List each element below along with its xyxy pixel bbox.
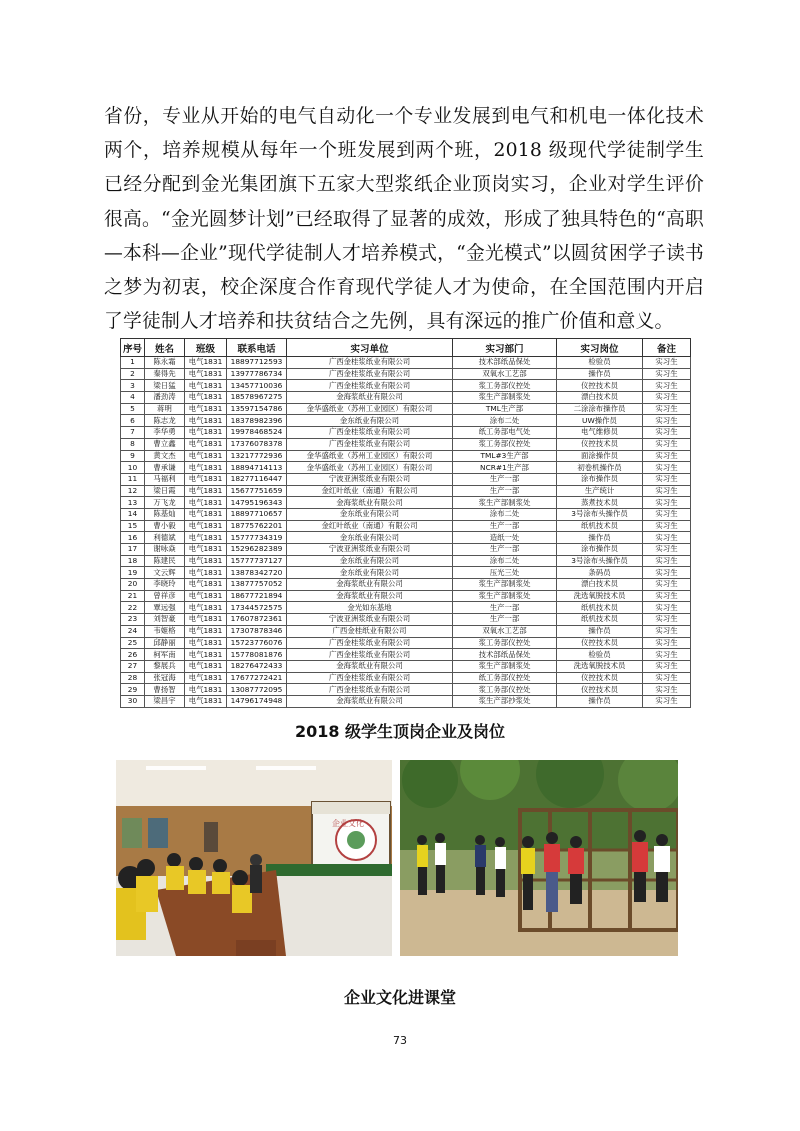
table-cell: 曹立鑫	[145, 438, 185, 450]
table-cell: 造纸一处	[453, 532, 557, 544]
table-cell: 17677272421	[227, 672, 287, 684]
table-row	[121, 357, 691, 369]
table-cell: 电气1831	[185, 672, 227, 684]
table-cell: 14795196343	[227, 497, 287, 509]
table-cell: 曹扬智	[145, 684, 185, 696]
table-row	[121, 380, 691, 392]
table-cell: 15777737127	[227, 555, 287, 567]
table-cell: 17307878346	[227, 625, 287, 637]
table-cell: 陈永霜	[145, 357, 185, 369]
table-cell: 17	[121, 544, 145, 556]
table-cell: 电气1831	[185, 695, 227, 707]
table-cell: 浆生产部制浆处	[453, 579, 557, 591]
table-cell: 实习生	[643, 544, 691, 556]
table-cell: 实习生	[643, 403, 691, 415]
table-row	[121, 660, 691, 672]
table-cell: 覃远强	[145, 602, 185, 614]
table-cell: 19978468524	[227, 427, 287, 439]
table-cell: 11	[121, 473, 145, 485]
table-cell: 实习生	[643, 660, 691, 672]
table-cell: 金华盛纸业（苏州工业园区）有限公司	[287, 450, 453, 462]
table-row	[121, 590, 691, 602]
table-cell: 初卷机操作员	[557, 462, 643, 474]
table-cell: 利德斌	[145, 532, 185, 544]
column-header: 姓名	[145, 339, 185, 357]
table-cell: 18578967275	[227, 392, 287, 404]
placement-table	[120, 338, 691, 708]
table-cell: 电气1831	[185, 625, 227, 637]
table-cell: 17344572575	[227, 602, 287, 614]
table-cell: 14796174948	[227, 695, 287, 707]
table-cell: 金华盛纸业（苏州工业园区）有限公司	[287, 403, 453, 415]
screen-text: 企业文化	[332, 819, 364, 828]
table-cell: 纸机技术员	[557, 602, 643, 614]
table-cell: 18378982396	[227, 415, 287, 427]
table-cell: 纸机技术员	[557, 614, 643, 626]
table-row	[121, 625, 691, 637]
table-cell: 涂布二处	[453, 555, 557, 567]
table-cell: 22	[121, 602, 145, 614]
table-cell: 18	[121, 555, 145, 567]
table-cell: 浆生产部制浆处	[453, 590, 557, 602]
table-row	[121, 684, 691, 696]
table-cell: 金海浆纸业有限公司	[287, 660, 453, 672]
table-cell: 漂白技术员	[557, 392, 643, 404]
table-cell: 金海浆纸业有限公司	[287, 392, 453, 404]
table-cell: 浆工务部仪控处	[453, 637, 557, 649]
table-cell: 电气1831	[185, 637, 227, 649]
table-cell: 13878342720	[227, 567, 287, 579]
table-row	[121, 368, 691, 380]
table-cell: 马福利	[145, 473, 185, 485]
table-cell: 实习生	[643, 508, 691, 520]
table-cell: 广西金桂浆纸业有限公司	[287, 368, 453, 380]
table-cell: 金海浆纸业有限公司	[287, 497, 453, 509]
table-cell: 电气1831	[185, 602, 227, 614]
table-cell: 梁日霞	[145, 485, 185, 497]
table-row	[121, 415, 691, 427]
table-cell: 电气1831	[185, 555, 227, 567]
table-cell: 谢咏焱	[145, 544, 185, 556]
column-header: 实习部门	[453, 339, 557, 357]
table-row	[121, 392, 691, 404]
table-cell: 实习生	[643, 473, 691, 485]
body-paragraph: 省份，专业从开始的电气自动化一个专业发展到电气和机电一体化技术两个，培养规模从每年一个班发展到两个班，2018 级现代学徒制学生已经分配到金光集团旗下五家大型浆纸企业顶岗实习，企业对学生评价很高。“金光圆梦计划”已经取得了显著的成效，形成了独具特色的“高职—本科—企业”现代学徒制人才培养模式，“金光模式”以圆贫困学子读书之梦为初衷，校企深度合作育现代学徒人才为使命，在全国范围内开启了学徒制人才培养和扶贫结合之先例，具有深远的推广价值和意义。	[104, 106, 704, 333]
table-cell: 1	[121, 357, 145, 369]
column-header: 序号	[121, 339, 145, 357]
table-cell: 梁昌宇	[145, 695, 185, 707]
table-cell: 操作员	[557, 532, 643, 544]
table-cell: 秦得先	[145, 368, 185, 380]
table-cell: 实习生	[643, 532, 691, 544]
table-body	[121, 357, 691, 708]
table-cell: 电气1831	[185, 497, 227, 509]
table-cell: 实习生	[643, 438, 691, 450]
table-cell: 实习生	[643, 450, 691, 462]
table-cell: 电气1831	[185, 450, 227, 462]
table-cell: 实习生	[643, 672, 691, 684]
table-cell: 蒸煮技术员	[557, 497, 643, 509]
table-cell: 电气1831	[185, 473, 227, 485]
table-row	[121, 497, 691, 509]
table-cell: 曹小毅	[145, 520, 185, 532]
table-cell: 电气1831	[185, 520, 227, 532]
table-cell: 韦姬格	[145, 625, 185, 637]
table-cell: 实习生	[643, 497, 691, 509]
table-cell: 29	[121, 684, 145, 696]
table-cell: 双氧水工艺部	[453, 625, 557, 637]
table-cell: 张冠海	[145, 672, 185, 684]
table-cell: 电气1831	[185, 614, 227, 626]
table-cell: 万飞龙	[145, 497, 185, 509]
table-cell: 电气1831	[185, 368, 227, 380]
table-cell: 曾祥彦	[145, 590, 185, 602]
table-cell: 15778081876	[227, 649, 287, 661]
table-row	[121, 602, 691, 614]
table-cell: UW操作员	[557, 415, 643, 427]
table-cell: 电气1831	[185, 485, 227, 497]
table-cell: 李华勇	[145, 427, 185, 439]
table-cell: 生产一部	[453, 602, 557, 614]
table-cell: 金东纸业有限公司	[287, 415, 453, 427]
page-number: 73	[393, 1034, 407, 1047]
table-cell: 仪控技术员	[557, 672, 643, 684]
table-cell: 实习生	[643, 579, 691, 591]
table-cell: 纸工务部仪控处	[453, 672, 557, 684]
table-cell: 18277116447	[227, 473, 287, 485]
table-cell: 15777734319	[227, 532, 287, 544]
table-row	[121, 473, 691, 485]
table-cell: 涂布操作员	[557, 473, 643, 485]
table-row	[121, 438, 691, 450]
table-cell: 浆工务部仪控处	[453, 684, 557, 696]
table-cell: 3	[121, 380, 145, 392]
table-cell: 仪控技术员	[557, 684, 643, 696]
table-cell: 宁波亚洲浆纸业有限公司	[287, 614, 453, 626]
table-cell: 电气1831	[185, 403, 227, 415]
table-cell: 仪控技术员	[557, 637, 643, 649]
table-cell: 浆生产部抄浆处	[453, 695, 557, 707]
table-cell: 浆生产部制浆处	[453, 392, 557, 404]
table-cell: 实习生	[643, 462, 691, 474]
table-cell: 电气1831	[185, 380, 227, 392]
column-header: 班级	[185, 339, 227, 357]
table-row	[121, 427, 691, 439]
table-cell: 18276472433	[227, 660, 287, 672]
table-cell: 纸机技术员	[557, 520, 643, 532]
table-row	[121, 614, 691, 626]
table-row	[121, 508, 691, 520]
table-cell: 洗选氧脱技术员	[557, 590, 643, 602]
table-cell: TML#3生产部	[453, 450, 557, 462]
table-cell: 13087772095	[227, 684, 287, 696]
table-cell: 仪控技术员	[557, 438, 643, 450]
table-cell: 生产一部	[453, 473, 557, 485]
table-cell: 陈志龙	[145, 415, 185, 427]
table-cell: 陈基灿	[145, 508, 185, 520]
table-cell: 18897712593	[227, 357, 287, 369]
table-cell: 技术部纸品保处	[453, 649, 557, 661]
table-cell: 15723776076	[227, 637, 287, 649]
table-cell: 30	[121, 695, 145, 707]
table-row	[121, 567, 691, 579]
table-cell: 13877757052	[227, 579, 287, 591]
table-cell: 实习生	[643, 637, 691, 649]
table-cell: 实习生	[643, 614, 691, 626]
table-cell: 电气1831	[185, 462, 227, 474]
table-cell: 操作员	[557, 368, 643, 380]
table-cell: 浆生产部制浆处	[453, 497, 557, 509]
table-cell: 金东纸业有限公司	[287, 567, 453, 579]
table-cell: 实习生	[643, 602, 691, 614]
table-cell: 实习生	[643, 567, 691, 579]
photos-caption: 企业文化进课堂	[343, 988, 456, 1007]
table-row	[121, 462, 691, 474]
table-cell: 5	[121, 403, 145, 415]
table-cell: 电气1831	[185, 357, 227, 369]
table-cell: 21	[121, 590, 145, 602]
table-cell: 15296282389	[227, 544, 287, 556]
table-cell: 实习生	[643, 684, 691, 696]
table-cell: 生产一部	[453, 614, 557, 626]
table-cell: 实习生	[643, 485, 691, 497]
table-cell: 广西金桂浆纸业有限公司	[287, 357, 453, 369]
table-row	[121, 450, 691, 462]
table-cell: 14	[121, 508, 145, 520]
table-cell: 涂布操作员	[557, 544, 643, 556]
table-cell: 实习生	[643, 415, 691, 427]
column-header: 实习岗位	[557, 339, 643, 357]
table-cell: 金华盛纸业（苏州工业园区）有限公司	[287, 462, 453, 474]
table-cell: 检验员	[557, 649, 643, 661]
table-cell: 13217772936	[227, 450, 287, 462]
table-cell: 电气维修员	[557, 427, 643, 439]
table-cell: 电气1831	[185, 649, 227, 661]
table-cell: 电气1831	[185, 532, 227, 544]
table-cell: 邱静丽	[145, 637, 185, 649]
table-cell: 生产一部	[453, 544, 557, 556]
table-row	[121, 532, 691, 544]
table-cell: 生产一部	[453, 485, 557, 497]
table-cell: 电气1831	[185, 438, 227, 450]
table-cell: 生产统计	[557, 485, 643, 497]
table-cell: 电气1831	[185, 427, 227, 439]
table-cell: 17376078378	[227, 438, 287, 450]
table-cell: 压光三处	[453, 567, 557, 579]
table-cell: 16	[121, 532, 145, 544]
table-cell: 浆生产部制浆处	[453, 660, 557, 672]
table-cell: 27	[121, 660, 145, 672]
table-cell: 技术部纸品保处	[453, 357, 557, 369]
table-cell: 3号涂布头操作员	[557, 555, 643, 567]
column-header: 联系电话	[227, 339, 287, 357]
table-cell: 涂布二处	[453, 508, 557, 520]
table-cell: 电气1831	[185, 579, 227, 591]
table-cell: 18897710657	[227, 508, 287, 520]
table-cell: 电气1831	[185, 508, 227, 520]
table-cell: 广西金桂浆纸业有限公司	[287, 637, 453, 649]
table-cell: 实习生	[643, 520, 691, 532]
table-cell: 广西金桂浆纸业有限公司	[287, 672, 453, 684]
table-cell: 金东纸业有限公司	[287, 508, 453, 520]
table-cell: 电气1831	[185, 660, 227, 672]
table-cell: 操作员	[557, 625, 643, 637]
table-row	[121, 695, 691, 707]
table-cell: NCR#1生产部	[453, 462, 557, 474]
table-cell: 广西金桂浆纸业有限公司	[287, 380, 453, 392]
table-cell: 双氧水工艺部	[453, 368, 557, 380]
table-cell: 实习生	[643, 625, 691, 637]
table-cell: 仪控技术员	[557, 380, 643, 392]
placement-table-container	[120, 338, 690, 706]
table-cell: 2	[121, 368, 145, 380]
table-cell: 26	[121, 649, 145, 661]
table-cell: 12	[121, 485, 145, 497]
table-cell: 生产一部	[453, 520, 557, 532]
table-cell: 金海浆纸业有限公司	[287, 695, 453, 707]
table-cell: 面涂操作员	[557, 450, 643, 462]
table-row	[121, 544, 691, 556]
table-cell: 电气1831	[185, 590, 227, 602]
classroom-photo	[116, 760, 392, 956]
table-cell: 涂布二处	[453, 415, 557, 427]
table-cell: 文云辉	[145, 567, 185, 579]
table-cell: 宁波亚洲浆纸业有限公司	[287, 473, 453, 485]
table-cell: 广西金桂纸业有限公司	[287, 625, 453, 637]
table-cell: 蒋明	[145, 403, 185, 415]
table-cell: 13597154786	[227, 403, 287, 415]
table-cell: 9	[121, 450, 145, 462]
table-cell: 13977786734	[227, 368, 287, 380]
table-row	[121, 672, 691, 684]
table-cell: 13457710036	[227, 380, 287, 392]
table-cell: 8	[121, 438, 145, 450]
table-cell: 实习生	[643, 649, 691, 661]
table-cell: 13	[121, 497, 145, 509]
table-cell: 实习生	[643, 392, 691, 404]
table-row	[121, 520, 691, 532]
table-caption: 2018 级学生顶岗企业及岗位	[294, 722, 506, 741]
table-row	[121, 555, 691, 567]
table-cell: 18775762201	[227, 520, 287, 532]
table-cell: 陈建民	[145, 555, 185, 567]
table-cell: 广西金桂浆纸业有限公司	[287, 684, 453, 696]
table-cell: 24	[121, 625, 145, 637]
table-cell: 柯军南	[145, 649, 185, 661]
table-cell: 金东纸业有限公司	[287, 555, 453, 567]
table-row	[121, 637, 691, 649]
table-cell: 检验员	[557, 357, 643, 369]
table-cell: 金东纸业有限公司	[287, 532, 453, 544]
table-cell: 电气1831	[185, 415, 227, 427]
table-cell: 潘劲涛	[145, 392, 185, 404]
column-header: 备注	[643, 339, 691, 357]
table-cell: 曹承谦	[145, 462, 185, 474]
table-row	[121, 579, 691, 591]
table-cell: 20	[121, 579, 145, 591]
table-cell: 金红叶纸业（南通）有限公司	[287, 485, 453, 497]
table-cell: 广西金桂浆纸业有限公司	[287, 649, 453, 661]
table-cell: 电气1831	[185, 567, 227, 579]
table-cell: 电气1831	[185, 684, 227, 696]
table-cell: 实习生	[643, 695, 691, 707]
table-cell: 漂白技术员	[557, 579, 643, 591]
table-cell: 李晓玲	[145, 579, 185, 591]
table-cell: 15677751659	[227, 485, 287, 497]
table-cell: 10	[121, 462, 145, 474]
table-cell: 3号涂布头操作员	[557, 508, 643, 520]
table-cell: TML生产部	[453, 403, 557, 415]
table-cell: 15	[121, 520, 145, 532]
table-cell: 洗选氧脱技术员	[557, 660, 643, 672]
table-cell: 金红叶纸业（南通）有限公司	[287, 520, 453, 532]
table-cell: 广西金桂浆纸业有限公司	[287, 438, 453, 450]
table-cell: 6	[121, 415, 145, 427]
table-cell: 18894714113	[227, 462, 287, 474]
table-row	[121, 649, 691, 661]
table-cell: 二涂涂布操作员	[557, 403, 643, 415]
table-cell: 纸工务部电气处	[453, 427, 557, 439]
column-header: 实习单位	[287, 339, 453, 357]
table-cell: 实习生	[643, 380, 691, 392]
table-cell: 宁波亚洲浆纸业有限公司	[287, 544, 453, 556]
table-cell: 金光如东基地	[287, 602, 453, 614]
table-cell: 25	[121, 637, 145, 649]
table-cell: 金海浆纸业有限公司	[287, 590, 453, 602]
table-cell: 17607872361	[227, 614, 287, 626]
table-cell: 实习生	[643, 590, 691, 602]
table-cell: 刘智豪	[145, 614, 185, 626]
table-cell: 梁日猛	[145, 380, 185, 392]
table-cell: 7	[121, 427, 145, 439]
outdoor-activity-photo	[400, 760, 678, 956]
table-cell: 金海浆纸业有限公司	[287, 579, 453, 591]
table-cell: 电气1831	[185, 544, 227, 556]
table-cell: 实习生	[643, 555, 691, 567]
table-cell: 18677721894	[227, 590, 287, 602]
table-cell: 广西金桂浆纸业有限公司	[287, 427, 453, 439]
table-cell: 黄文杰	[145, 450, 185, 462]
table-cell: 4	[121, 392, 145, 404]
table-cell: 浆工务部仪控处	[453, 438, 557, 450]
table-cell: 浆工务部仪控处	[453, 380, 557, 392]
table-cell: 实习生	[643, 357, 691, 369]
table-row	[121, 485, 691, 497]
table-header-row	[121, 339, 691, 357]
table-cell: 条码员	[557, 567, 643, 579]
table-cell: 19	[121, 567, 145, 579]
table-cell: 操作员	[557, 695, 643, 707]
table-row	[121, 403, 691, 415]
table-cell: 实习生	[643, 427, 691, 439]
table-cell: 实习生	[643, 368, 691, 380]
table-cell: 23	[121, 614, 145, 626]
table-cell: 电气1831	[185, 392, 227, 404]
table-cell: 黎展兵	[145, 660, 185, 672]
table-cell: 28	[121, 672, 145, 684]
